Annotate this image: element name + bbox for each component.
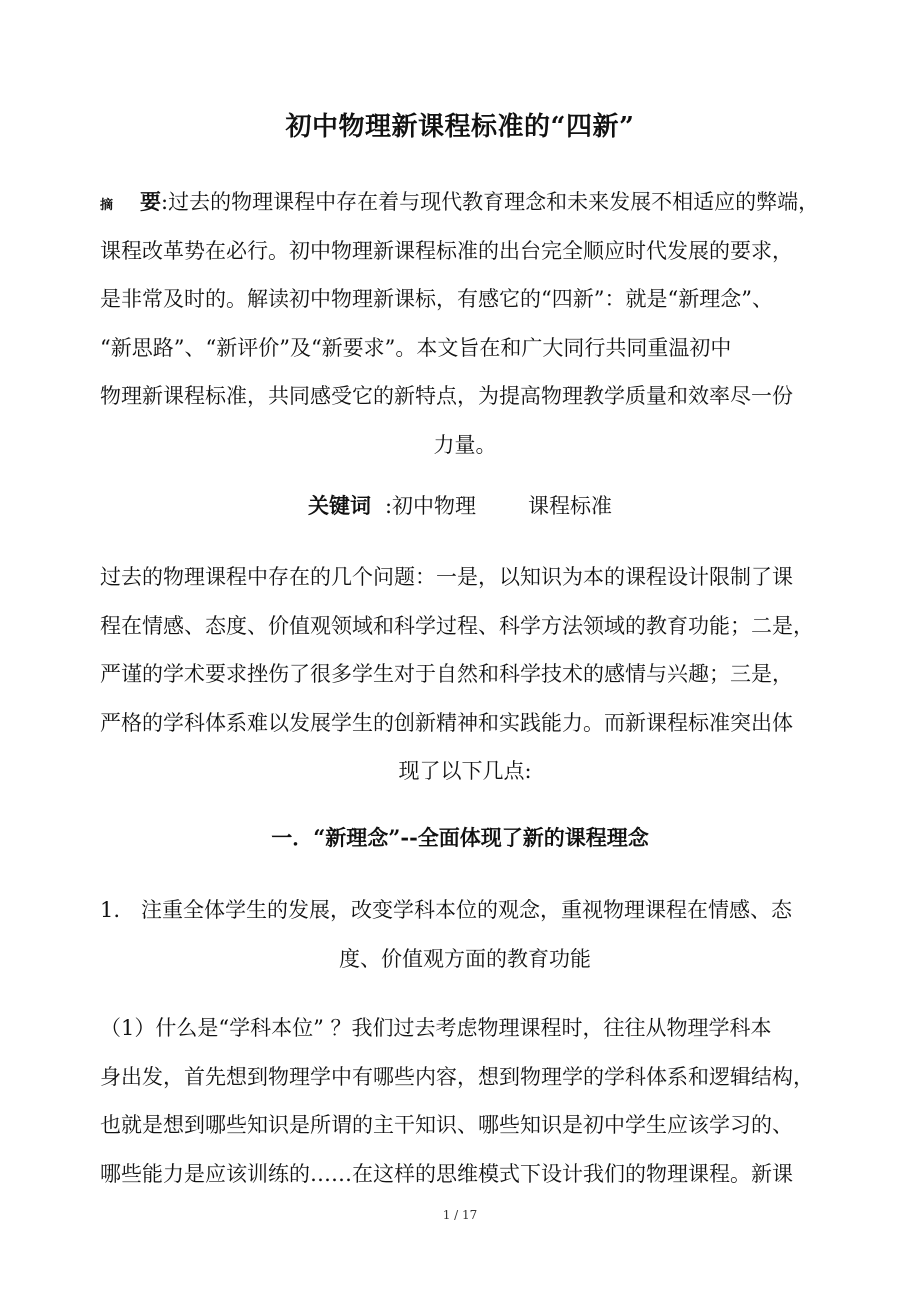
abstract-line: “新思路”、“新评价”及“新要求”。本文旨在和广大同行共同重温初中 <box>100 335 732 360</box>
abstract-line: 课程改革势在必行。初中物理新课程标准的出台完全顺应时代发展的要求， <box>100 238 793 263</box>
keyword-item: :初中物理 <box>384 494 477 518</box>
document-title: 初中物理新课程标准的“四新” <box>285 112 635 142</box>
paragraph-line: 哪些能力是应该训练的……在这样的思维模式下设计我们的物理课程。新课 <box>100 1161 793 1186</box>
abstract-text: :过去的物理课程中存在着与现代教育理念和未来发展不相适应的弊端， <box>161 190 820 214</box>
abstract-line: 是非常及时的。解读初中物理新课标，有感它的“四新”：就是“新理念”、 <box>100 287 773 311</box>
item-1-paragraph <box>100 886 830 983</box>
paragraph-line: 程在情感、态度、价值观领域和科学过程、科学方法领域的教育功能；二是， <box>100 613 814 638</box>
keywords-line <box>0 490 920 522</box>
paragraph-line: 度、价值观方面的教育功能 <box>339 946 591 971</box>
intro-paragraph <box>100 553 830 796</box>
page-number: 1 / 17 <box>442 1208 478 1222</box>
paragraph-line: 1. 注重全体学生的发展，改变学科本位的观念，重视物理课程在情感、态 <box>100 898 793 922</box>
keyword-item: 课程标准 <box>528 494 613 518</box>
abstract-label-second-char: 要 <box>140 189 161 214</box>
sub-item-1-paragraph <box>100 1004 830 1198</box>
abstract-label-first-char: 摘 <box>100 198 114 213</box>
paragraph-line: 过去的物理课程中存在的几个问题：一是，以知识为本的课程设计限制了课 <box>100 565 793 589</box>
paragraph-line: （1）什么是“学科本位” ？我们过去考虑物理课程时，往往从物理学科本 <box>100 1016 772 1040</box>
abstract-line: 力量。 <box>433 432 497 457</box>
paragraph-line: 严格的学科体系难以发展学生的创新精神和实践能力。而新课程标准突出体 <box>100 710 793 735</box>
paragraph-line: 严谨的学术要求挫伤了很多学生对于自然和科学技术的感情与兴趣；三是， <box>100 662 793 686</box>
paragraph-line: 现了以下几点: <box>398 759 532 783</box>
paragraph-line: 身出发，首先想到物理学中有哪些内容，想到物理学的学科体系和逻辑结构， <box>100 1064 814 1089</box>
paragraph-line: 也就是想到哪些知识是所谓的主干知识、哪些知识是初中学生应该学习的、 <box>100 1113 793 1137</box>
keywords-label: 关键词 <box>307 493 371 518</box>
abstract-block <box>100 178 830 469</box>
abstract-line <box>100 178 830 227</box>
section-heading: 一．“新理念”--全面体现了新的课程理念 <box>271 825 649 850</box>
abstract-line: 物理新课程标准，共同感受它的新特点，为提高物理教学质量和效率尽一份 <box>100 384 793 408</box>
